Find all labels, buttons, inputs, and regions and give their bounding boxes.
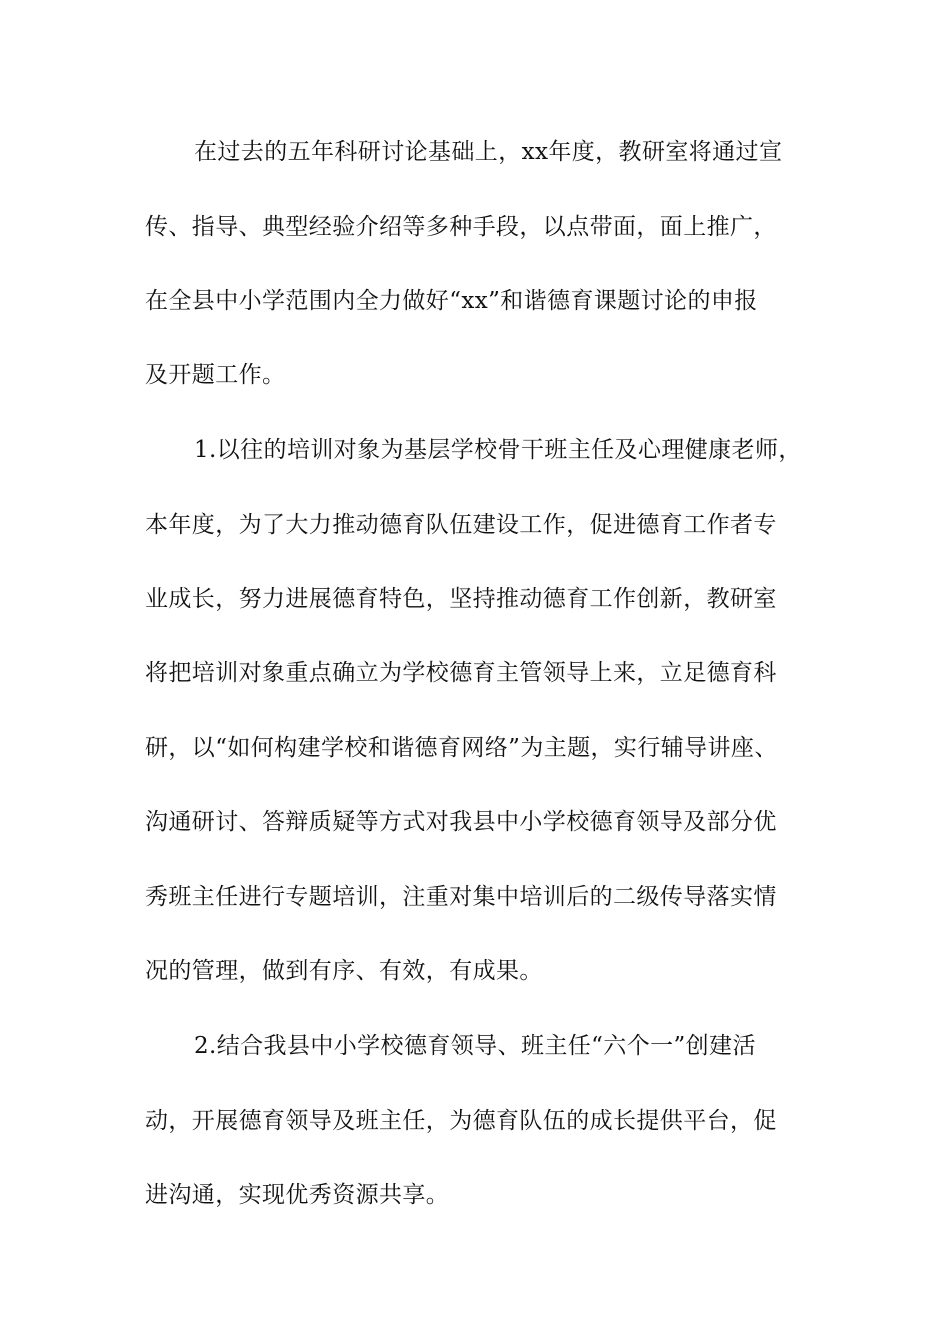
paragraph-2-line-5: 研，以“如何构建学校和谐德育网络”为主题，实行辅导讲座、	[145, 735, 778, 761]
paragraph-1-line-2: 传、指导、典型经验介绍等多种手段，以点带面，面上推广，	[145, 214, 777, 240]
paragraph-1-line-3: 在全县中小学范围内全力做好“xx”和谐德育课题讨论的申报	[145, 288, 758, 314]
paragraph-2-line-8: 况的管理，做到有序、有效，有成果。	[145, 958, 543, 984]
paragraph-2-line-4: 将把培训对象重点确立为学校德育主管领导上来，立足德育科	[145, 660, 777, 686]
paragraph-2-line-2: 本年度，为了大力推动德育队伍建设工作，促进德育工作者专	[145, 512, 777, 538]
paragraph-2-line-7: 秀班主任进行专题培训，注重对集中培训后的二级传导落实情	[145, 884, 777, 910]
paragraph-2-line-1: 1.以往的培训对象为基层学校骨干班主任及心理健康老师，	[194, 437, 802, 463]
paragraph-1-line-4: 及开题工作。	[145, 362, 286, 388]
paragraph-2-line-3: 业成长，努力进展德育特色，坚持推动德育工作创新，教研室	[145, 586, 777, 612]
paragraph-1-line-1: 在过去的五年科研讨论基础上，xx年度，教研室将通过宣	[194, 139, 783, 165]
paragraph-2-line-6: 沟通研讨、答辩质疑等方式对我县中小学校德育领导及部分优	[145, 809, 777, 835]
paragraph-3-line-2: 动，开展德育领导及班主任，为德育队伍的成长提供平台，促	[145, 1108, 777, 1134]
paragraph-3-line-3: 进沟通，实现优秀资源共享。	[145, 1182, 450, 1208]
paragraph-3-line-1: 2.结合我县中小学校德育领导、班主任“六个一”创建活	[194, 1033, 756, 1059]
